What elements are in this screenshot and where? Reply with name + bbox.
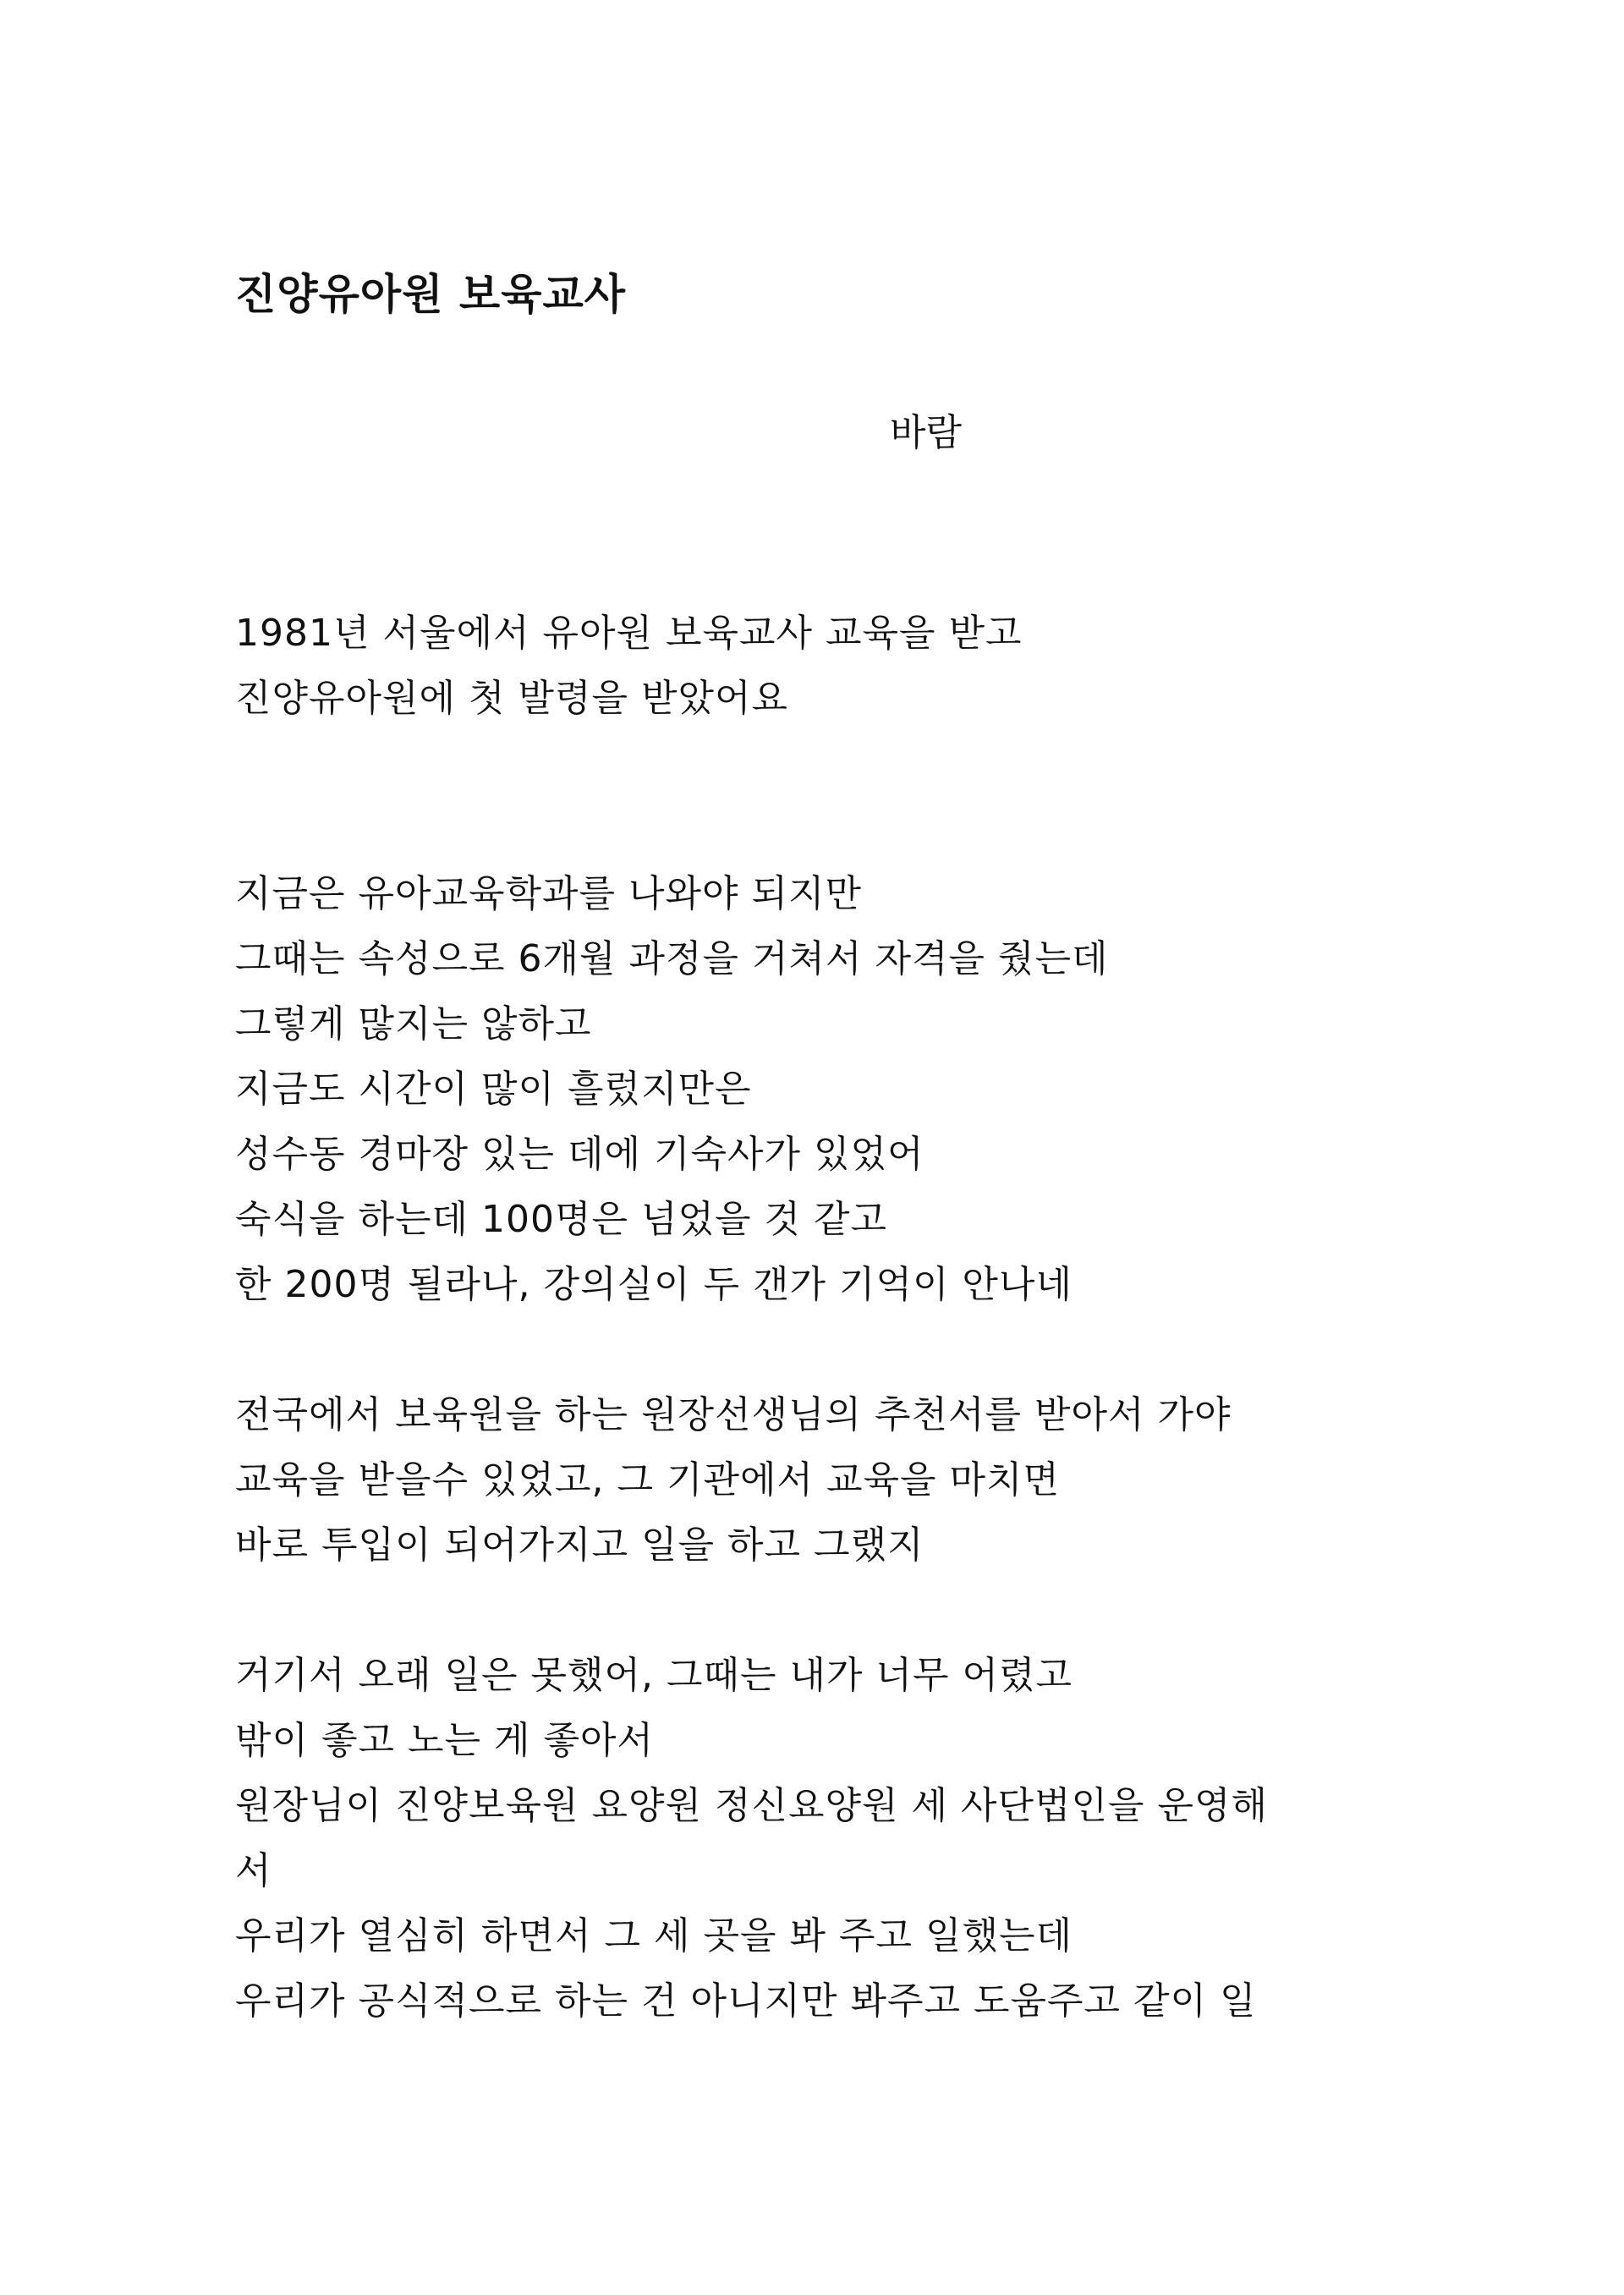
text-line: 원장님이 진양보육원 요양원 정신요양원 세 사단법인을 운영해 — [235, 1784, 1269, 1827]
text-line: 거기서 오래 일은 못했어, 그때는 내가 너무 어렸고 — [235, 1654, 1073, 1697]
text-line: 1981년 서울에서 유아원 보육교사 교육을 받고 — [235, 612, 1023, 655]
paragraph-2 — [235, 861, 1419, 1317]
text-line: 바로 투입이 되어가지고 일을 하고 그랬지 — [235, 1524, 924, 1567]
paragraph-spacer — [235, 1578, 1419, 1643]
text-line: 그때는 속성으로 6개월 과정을 거쳐서 자격을 줬는데 — [235, 937, 1109, 980]
text-line: 우리가 공식적으로 하는 건 아니지만 봐주고 도움주고 같이 일 — [235, 1979, 1257, 2023]
text-line: 지금은 유아교육학과를 나와야 되지만 — [235, 872, 863, 915]
text-line: 지금도 시간이 많이 흘렀지만은 — [235, 1068, 752, 1111]
paragraph-spacer — [235, 1317, 1419, 1382]
text-line: 그렇게 많지는 않하고 — [235, 1002, 592, 1046]
paragraph-1 — [235, 601, 1419, 731]
text-line: 한 200명 될라나, 강의실이 두 갠가 기억이 안나네 — [235, 1263, 1073, 1306]
text-line: 우리가 열심히 하면서 그 세 곳을 봐 주고 일했는데 — [235, 1914, 1073, 1957]
paragraph-3 — [235, 1382, 1419, 1578]
text-line: 숙식을 하는데 100명은 넘었을 것 같고 — [235, 1198, 887, 1241]
text-line: 서 — [235, 1849, 272, 1892]
paragraph-4 — [235, 1643, 1419, 2034]
text-line: 전국에서 보육원을 하는 원장선생님의 추천서를 받아서 가야 — [235, 1393, 1232, 1436]
paragraph-spacer — [235, 731, 1419, 861]
text-line: 진양유아원에 첫 발령을 받았어요 — [235, 677, 789, 720]
text-line: 교육을 받을수 있었고, 그 기관에서 교육을 마치면 — [235, 1458, 1060, 1502]
document-title: 진양유아원 보육교사 — [235, 270, 627, 319]
text-line: 성수동 경마장 있는 데에 기숙사가 있었어 — [235, 1133, 924, 1176]
document-body — [235, 601, 1419, 2034]
text-line: 밖이 좋고 노는 게 좋아서 — [235, 1719, 654, 1762]
document-author: 바람 — [890, 411, 963, 454]
